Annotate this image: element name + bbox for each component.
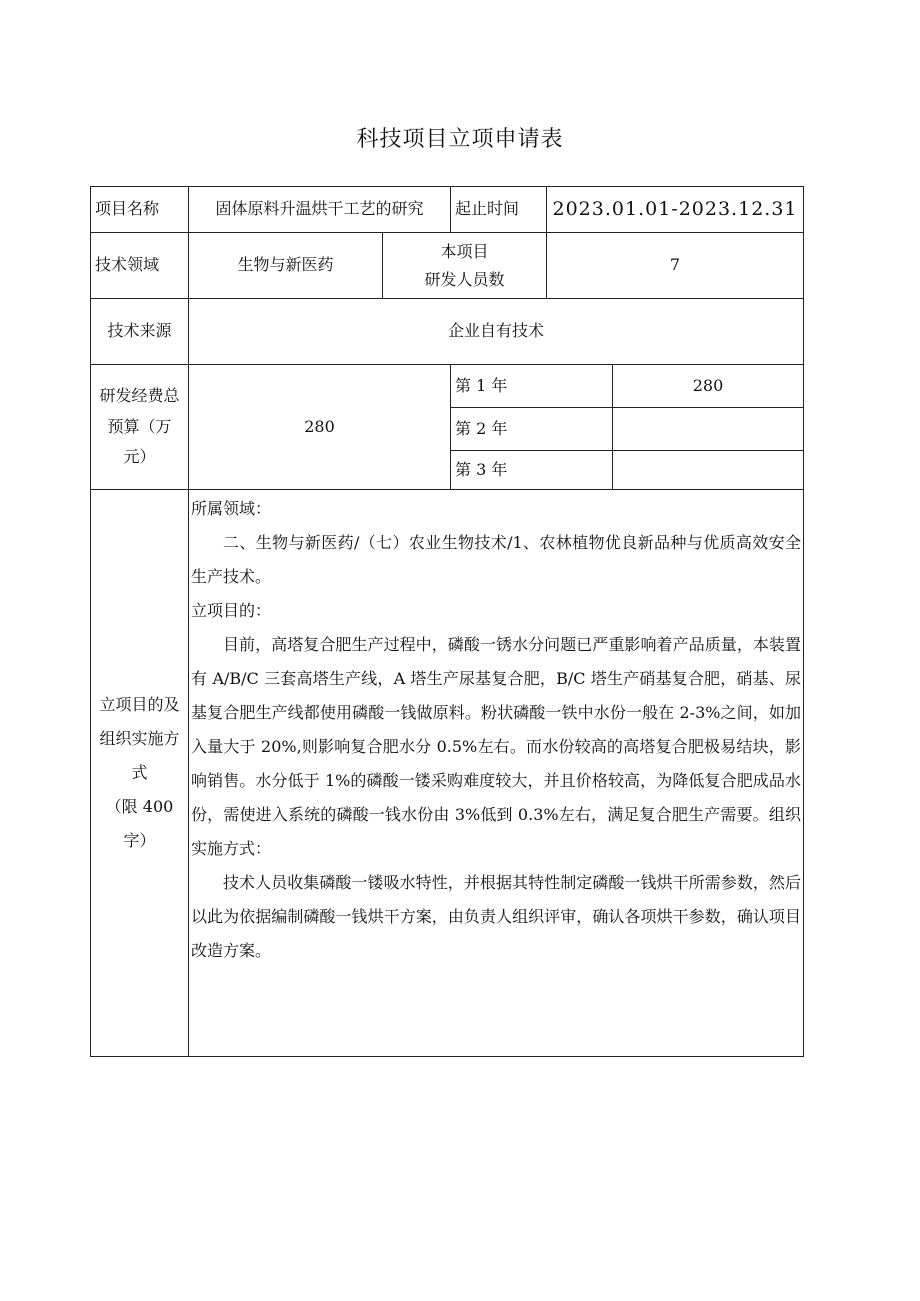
project-name-value: 固体原料升温烘干工艺的研究 bbox=[188, 186, 451, 233]
staff-label-line-1: 本项目 bbox=[440, 242, 489, 262]
tech-source-value: 企业自有技术 bbox=[188, 298, 804, 365]
period-label: 起止时间 bbox=[450, 186, 547, 233]
purpose-label-line: 式 bbox=[131, 763, 148, 782]
purpose-content bbox=[188, 489, 804, 1057]
purpose-label-line: （限 400 bbox=[105, 797, 174, 816]
purpose-label-line: 组织实施方 bbox=[99, 729, 180, 748]
staff-count-value: 7 bbox=[546, 232, 804, 299]
budget-year-3-value bbox=[612, 450, 804, 490]
budget-label-line: 预算（万 bbox=[107, 416, 172, 436]
budget-year-2-label: 第 2 年 bbox=[450, 407, 613, 451]
tech-field-label: 技术领域 bbox=[90, 232, 189, 299]
period-value: 2023.01.01-2023.12.31 bbox=[546, 186, 804, 233]
purpose-heading: 立项目的： bbox=[191, 601, 272, 620]
tech-field-value: 生物与新医药 bbox=[188, 232, 383, 299]
purpose-label-line: 立项目的及 bbox=[99, 695, 180, 714]
budget-year-2-value bbox=[612, 407, 804, 451]
field-text: 二、生物与新医药/（七）农业生物技术/1、农林植物优良新品种与优质高效安全生产技术。 bbox=[191, 533, 801, 586]
field-heading: 所属领域： bbox=[191, 499, 272, 518]
budget-total: 280 bbox=[188, 364, 451, 490]
budget-year-1-label: 第 1 年 bbox=[450, 364, 613, 408]
budget-year-3-label: 第 3 年 bbox=[450, 450, 613, 490]
budget-label-line: 元） bbox=[123, 447, 156, 467]
purpose-label bbox=[90, 489, 189, 1057]
page-title: 科技项目立项申请表 bbox=[356, 127, 564, 152]
purpose-label-line: 字） bbox=[123, 831, 156, 850]
tech-source-label: 技术来源 bbox=[90, 298, 189, 365]
budget-label bbox=[90, 364, 189, 490]
purpose-text: 目前，高塔复合肥生产过程中，磷酸一锈水分问题已严重影响着产品质量，本装置有 A/B/C 三套高塔生产线，A 塔生产尿基复合肥，B/C 塔生产硝基复合肥，硝基、尿基复合肥生产线都使用磷酸一钱做原料。粉状磷酸一铁中水份一般在 2-3%之间，如加入量大于 20%,则影响复合肥水分 0.5%左右。而水份较高的高塔复合肥极易结块，影响销售。水分低于 1%的磷酸一镂采购难度较大，并且价格较高，为降低复合肥成品水份，需使进入系统的磷酸一钱水份由 3%低到 0.3%左右，满足复合肥生产需要。组织实施方式： bbox=[191, 635, 801, 858]
budget-year-1-value: 280 bbox=[612, 364, 804, 408]
budget-label-line: 研发经费总 bbox=[99, 386, 180, 406]
implementation-text: 技术人员收集磷酸一镂吸水特性，并根据其特性制定磷酸一钱烘干所需参数，然后以此为依据编制磷酸一钱烘干方案，由负责人组织评审，确认各项烘干参数，确认项目改造方案。 bbox=[191, 873, 801, 960]
staff-label-line-2: 研发人员数 bbox=[424, 269, 505, 289]
project-name-label: 项目名称 bbox=[90, 186, 189, 233]
staff-count-label bbox=[382, 232, 547, 299]
